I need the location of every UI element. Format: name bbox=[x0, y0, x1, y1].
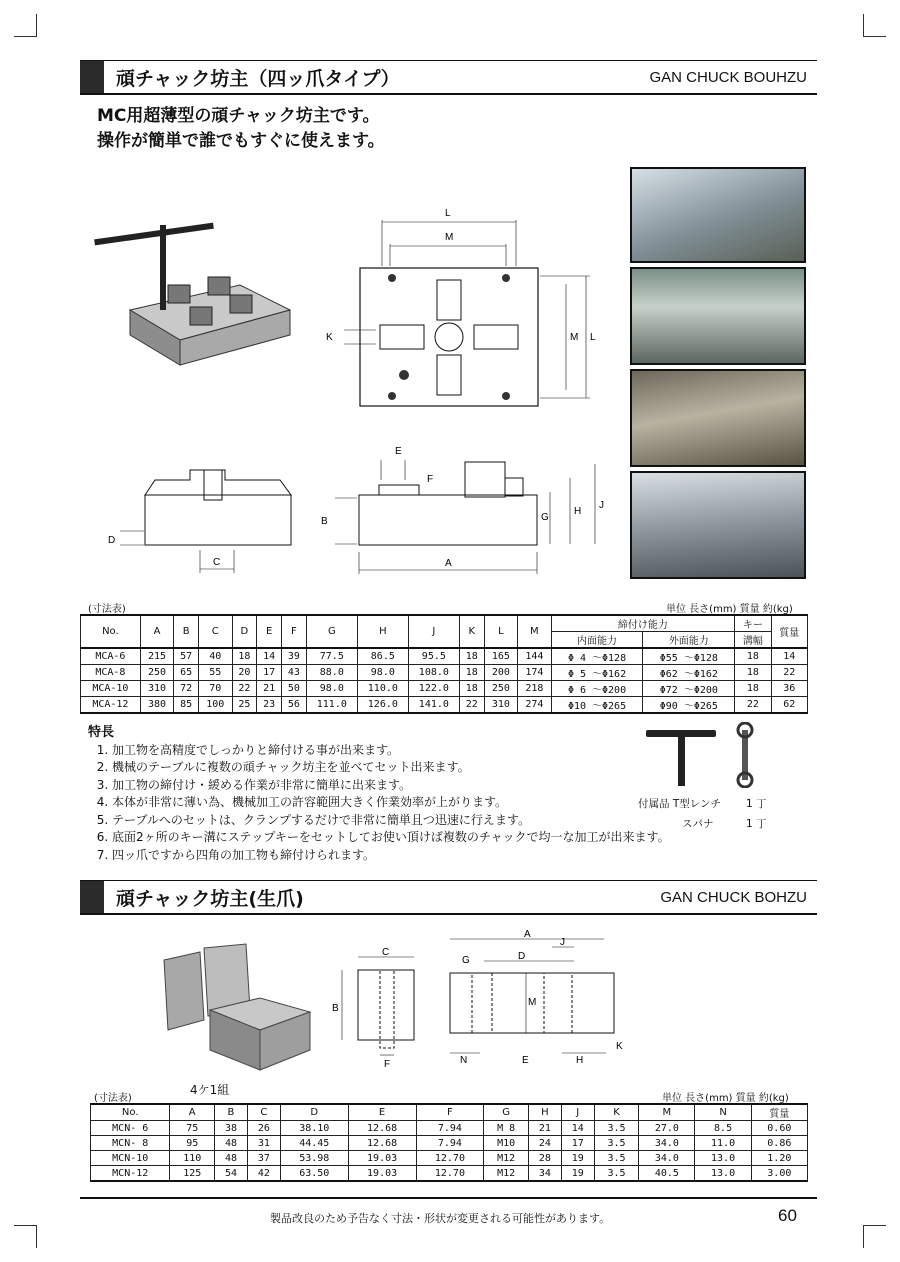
cell: 218 bbox=[518, 681, 552, 697]
cell: 18 bbox=[232, 648, 257, 665]
cell: 22 bbox=[232, 681, 257, 697]
cell: 39 bbox=[282, 648, 307, 665]
table2-caption-right: 単位 長さ(mm) 質量 約(kg) bbox=[662, 1093, 789, 1104]
cell: 36 bbox=[771, 681, 807, 697]
cell: MCN-10 bbox=[91, 1151, 170, 1166]
cell: 110 bbox=[170, 1151, 215, 1166]
footer-note: 製品改良のため予告なく寸法・形状が変更される可能性があります。 bbox=[270, 1212, 611, 1225]
th: G bbox=[484, 1104, 529, 1121]
cell: 274 bbox=[518, 697, 552, 714]
table-row bbox=[91, 1136, 808, 1151]
cell: M12 bbox=[484, 1151, 529, 1166]
usage-photo-4 bbox=[630, 471, 806, 579]
cell: 7.94 bbox=[416, 1136, 484, 1151]
cell: 1.20 bbox=[751, 1151, 807, 1166]
dim-label-F: F bbox=[384, 1059, 391, 1070]
dim-label-C: C bbox=[382, 947, 390, 958]
chuck-product-image bbox=[90, 215, 300, 375]
cell: 310 bbox=[484, 697, 518, 714]
spec-table-mca bbox=[80, 614, 808, 714]
cell: MCN- 8 bbox=[91, 1136, 170, 1151]
cell: 53.98 bbox=[280, 1151, 348, 1166]
th-col: D bbox=[232, 615, 257, 648]
cell: 65 bbox=[174, 665, 199, 681]
dim-label-B: B bbox=[332, 1003, 339, 1014]
dim-label-D: D bbox=[108, 535, 116, 546]
cell: 37 bbox=[247, 1151, 280, 1166]
cell: 95 bbox=[170, 1136, 215, 1151]
section-title-en: GAN CHUCK BOHZU bbox=[660, 888, 807, 906]
crop-mark-top-left bbox=[14, 14, 37, 37]
cell: 95.5 bbox=[408, 648, 459, 665]
cell: M10 bbox=[484, 1136, 529, 1151]
crop-mark-top-right bbox=[863, 14, 886, 37]
cell: Φ 5 〜Φ162 bbox=[551, 665, 643, 681]
header-bar bbox=[80, 61, 104, 93]
cell: 18 bbox=[735, 665, 771, 681]
cell: Φ 4 〜Φ128 bbox=[551, 648, 643, 665]
crop-mark-bottom-left bbox=[14, 1225, 37, 1248]
cell: 12.70 bbox=[416, 1151, 484, 1166]
dim-label-M: M bbox=[445, 232, 454, 243]
section-header-soft-jaw bbox=[80, 880, 817, 915]
soft-jaw-front-drawing bbox=[440, 925, 630, 1070]
cell: 98.0 bbox=[306, 681, 357, 697]
cell: 110.0 bbox=[357, 681, 408, 697]
soft-jaw-product-image bbox=[160, 940, 320, 1075]
spanner-icon bbox=[734, 722, 756, 788]
cell: 165 bbox=[484, 648, 518, 665]
dim-label-A: A bbox=[445, 558, 452, 569]
footer-rule bbox=[80, 1197, 817, 1199]
dim-label-F: F bbox=[427, 474, 434, 485]
cell: 63.50 bbox=[280, 1166, 348, 1182]
cell: 85 bbox=[174, 697, 199, 714]
dim-label-J: J bbox=[560, 937, 565, 948]
accessory-spanner-qty: 1 丁 bbox=[746, 818, 767, 830]
cell: 18 bbox=[735, 648, 771, 665]
top-view-drawing bbox=[320, 200, 620, 420]
th-col: J bbox=[408, 615, 459, 648]
cell: 200 bbox=[484, 665, 518, 681]
cell: 3.5 bbox=[594, 1151, 639, 1166]
t-wrench-icon bbox=[644, 726, 724, 790]
cell: 250 bbox=[140, 665, 174, 681]
cell: 34.0 bbox=[639, 1136, 695, 1151]
cell: 22 bbox=[771, 665, 807, 681]
dim-label-L-side: L bbox=[590, 332, 596, 343]
cell: MCA-8 bbox=[81, 665, 141, 681]
dim-label-C: C bbox=[213, 557, 221, 568]
cell: 144 bbox=[518, 648, 552, 665]
cell: 12.68 bbox=[348, 1136, 416, 1151]
th: D bbox=[280, 1104, 348, 1121]
dim-label-E: E bbox=[522, 1055, 529, 1066]
th-key: キー bbox=[735, 615, 771, 632]
cell: 8.5 bbox=[695, 1121, 751, 1136]
th-inner: 内面能力 bbox=[551, 632, 643, 649]
crop-mark-bottom-right bbox=[863, 1225, 886, 1248]
cell: M12 bbox=[484, 1166, 529, 1182]
cell: 3.5 bbox=[594, 1166, 639, 1182]
cell: 122.0 bbox=[408, 681, 459, 697]
cell: 310 bbox=[140, 681, 174, 697]
table-row bbox=[81, 697, 808, 714]
cell: 26 bbox=[247, 1121, 280, 1136]
cell: Φ72 〜Φ200 bbox=[643, 681, 735, 697]
cell: 108.0 bbox=[408, 665, 459, 681]
th: B bbox=[215, 1104, 248, 1121]
feature-item: 5. テーブルへのセットは、クランプするだけで非常に簡単且つ迅速に行えます。 bbox=[112, 812, 670, 830]
cell: MCA-12 bbox=[81, 697, 141, 714]
side-view-drawing bbox=[100, 455, 300, 585]
cell: 14 bbox=[561, 1121, 594, 1136]
cell: 12.68 bbox=[348, 1121, 416, 1136]
th: No. bbox=[91, 1104, 170, 1121]
cell: 38 bbox=[215, 1121, 248, 1136]
cell: 27.0 bbox=[639, 1121, 695, 1136]
cell: Φ62 〜Φ162 bbox=[643, 665, 735, 681]
cell: 88.0 bbox=[306, 665, 357, 681]
cell: 31 bbox=[247, 1136, 280, 1151]
cell: 215 bbox=[140, 648, 174, 665]
dim-label-N: N bbox=[460, 1055, 468, 1066]
cell: 7.94 bbox=[416, 1121, 484, 1136]
cell: 40 bbox=[199, 648, 233, 665]
th-col: F bbox=[282, 615, 307, 648]
dim-label-E: E bbox=[395, 446, 402, 457]
cell: 3.5 bbox=[594, 1136, 639, 1151]
dim-label-L: L bbox=[445, 208, 451, 219]
th-col: B bbox=[174, 615, 199, 648]
feature-item: 7. 四ッ爪ですから四角の加工物も締付けられます。 bbox=[112, 847, 670, 865]
cell: 11.0 bbox=[695, 1136, 751, 1151]
cell: 62 bbox=[771, 697, 807, 714]
features-list bbox=[88, 724, 670, 864]
th: M bbox=[639, 1104, 695, 1121]
dim-label-H: H bbox=[576, 1055, 584, 1066]
cell: 21 bbox=[528, 1121, 561, 1136]
set-label: 4ケ1組 bbox=[190, 1083, 230, 1097]
cell: 48 bbox=[215, 1151, 248, 1166]
cell: 18 bbox=[735, 681, 771, 697]
th: N bbox=[695, 1104, 751, 1121]
th: 質量 bbox=[751, 1104, 807, 1121]
cell: 22 bbox=[735, 697, 771, 714]
cell: 19.03 bbox=[348, 1166, 416, 1182]
cell: M 8 bbox=[484, 1121, 529, 1136]
feature-item: 3. 加工物の締付け・緩める作業が非常に簡単に出来ます。 bbox=[112, 777, 670, 795]
intro-text bbox=[97, 104, 385, 154]
cell: 125 bbox=[170, 1166, 215, 1182]
cell: 56 bbox=[282, 697, 307, 714]
cell: 25 bbox=[232, 697, 257, 714]
dim-label-M: M bbox=[528, 997, 537, 1008]
th: F bbox=[416, 1104, 484, 1121]
cell: 75 bbox=[170, 1121, 215, 1136]
table-row bbox=[91, 1151, 808, 1166]
soft-jaw-side-drawing bbox=[328, 945, 428, 1075]
cell: 98.0 bbox=[357, 665, 408, 681]
cell: 17 bbox=[257, 665, 282, 681]
cell: 57 bbox=[174, 648, 199, 665]
cell: 250 bbox=[484, 681, 518, 697]
cell: 48 bbox=[215, 1136, 248, 1151]
th: K bbox=[594, 1104, 639, 1121]
usage-photo-3 bbox=[630, 369, 806, 467]
th: C bbox=[247, 1104, 280, 1121]
cell: 28 bbox=[528, 1151, 561, 1166]
th-col: K bbox=[459, 615, 484, 648]
th-col: L bbox=[484, 615, 518, 648]
cell: 55 bbox=[199, 665, 233, 681]
section-title-en: GAN CHUCK BOUHZU bbox=[649, 68, 807, 86]
cell: 174 bbox=[518, 665, 552, 681]
cell: MCA-10 bbox=[81, 681, 141, 697]
cell: 20 bbox=[232, 665, 257, 681]
cell: 14 bbox=[771, 648, 807, 665]
cell: MCN- 6 bbox=[91, 1121, 170, 1136]
cell: 0.86 bbox=[751, 1136, 807, 1151]
feature-item: 4. 本体が非常に薄い為、機械加工の許容範囲大きく作業効率が上がります。 bbox=[112, 794, 670, 812]
cell: 42 bbox=[247, 1166, 280, 1182]
table-row bbox=[91, 1121, 808, 1136]
section-title: 頑チャック坊主（四ッ爪タイプ） bbox=[116, 67, 400, 90]
intro-line-2: 操作が簡単で誰でもすぐに使えます。 bbox=[97, 131, 385, 151]
cell: 13.0 bbox=[695, 1166, 751, 1182]
cell: 17 bbox=[561, 1136, 594, 1151]
cell: 19 bbox=[561, 1166, 594, 1182]
th: E bbox=[348, 1104, 416, 1121]
dim-label-M-side: M bbox=[570, 332, 579, 343]
front-view-drawing bbox=[315, 440, 625, 585]
cell: 100 bbox=[199, 697, 233, 714]
cell: 44.45 bbox=[280, 1136, 348, 1151]
th-col: H bbox=[357, 615, 408, 648]
cell: 18 bbox=[459, 681, 484, 697]
feature-item: 1. 加工物を高精度でしっかりと締付ける事が出来ます。 bbox=[112, 742, 670, 760]
th-col: E bbox=[257, 615, 282, 648]
dim-label-K: K bbox=[616, 1041, 623, 1052]
cell: 19 bbox=[561, 1151, 594, 1166]
cell: 38.10 bbox=[280, 1121, 348, 1136]
usage-photo-2 bbox=[630, 267, 806, 365]
th: A bbox=[170, 1104, 215, 1121]
dim-label-G: G bbox=[541, 512, 549, 523]
feature-item: 6. 底面2ヶ所のキー溝にステップキーをセットしてお使い頂けば複数のチャックで均一な加工が出来ます。 bbox=[112, 829, 670, 847]
cell: 18 bbox=[459, 665, 484, 681]
cell: 72 bbox=[174, 681, 199, 697]
cell: 141.0 bbox=[408, 697, 459, 714]
cell: MCA-6 bbox=[81, 648, 141, 665]
cell: 70 bbox=[199, 681, 233, 697]
cell: 43 bbox=[282, 665, 307, 681]
section-header-4-jaw bbox=[80, 60, 817, 95]
cell: 12.70 bbox=[416, 1166, 484, 1182]
dim-label-A: A bbox=[524, 929, 531, 940]
cell: 21 bbox=[257, 681, 282, 697]
header-bar bbox=[80, 881, 104, 913]
dim-label-H: H bbox=[574, 506, 582, 517]
cell: 77.5 bbox=[306, 648, 357, 665]
cell: Φ 6 〜Φ200 bbox=[551, 681, 643, 697]
features-title: 特長 bbox=[88, 725, 115, 740]
cell: 19.03 bbox=[348, 1151, 416, 1166]
cell: 0.60 bbox=[751, 1121, 807, 1136]
dim-label-D: D bbox=[518, 951, 526, 962]
table-row bbox=[91, 1166, 808, 1182]
cell: Φ10 〜Φ265 bbox=[551, 697, 643, 714]
cell: 18 bbox=[459, 648, 484, 665]
cell: 86.5 bbox=[357, 648, 408, 665]
cell: 40.5 bbox=[639, 1166, 695, 1182]
table-row bbox=[81, 648, 808, 665]
th-mass: 質量 bbox=[771, 615, 807, 648]
th-outer: 外面能力 bbox=[643, 632, 735, 649]
table2-caption-left: (寸法表) bbox=[94, 1093, 132, 1104]
usage-photo-1 bbox=[630, 167, 806, 263]
usage-photos bbox=[630, 167, 806, 583]
section-title: 頑チャック坊主(生爪) bbox=[116, 887, 304, 910]
th: J bbox=[561, 1104, 594, 1121]
page-number: 60 bbox=[778, 1206, 797, 1225]
th-col: C bbox=[199, 615, 233, 648]
th-col: G bbox=[306, 615, 357, 648]
accessory-wrench-label: 付属品 T型レンチ bbox=[638, 798, 721, 810]
cell: 23 bbox=[257, 697, 282, 714]
cell: 13.0 bbox=[695, 1151, 751, 1166]
cell: 34 bbox=[528, 1166, 561, 1182]
dim-label-G: G bbox=[462, 955, 470, 966]
cell: Φ55 〜Φ128 bbox=[643, 648, 735, 665]
cell: 14 bbox=[257, 648, 282, 665]
cell: 34.0 bbox=[639, 1151, 695, 1166]
cell: 126.0 bbox=[357, 697, 408, 714]
cell: MCN-12 bbox=[91, 1166, 170, 1182]
spec-table-mcn bbox=[90, 1103, 808, 1182]
cell: 54 bbox=[215, 1166, 248, 1182]
dim-label-K: K bbox=[326, 332, 333, 343]
cell: 3.00 bbox=[751, 1166, 807, 1182]
cell: 22 bbox=[459, 697, 484, 714]
cell: 24 bbox=[528, 1136, 561, 1151]
cell: 3.5 bbox=[594, 1121, 639, 1136]
th-keygroove: 溝幅 bbox=[735, 632, 771, 649]
th-clamp: 締付け能力 bbox=[551, 615, 735, 632]
intro-line-1: MC用超薄型の頑チャック坊主です。 bbox=[97, 106, 380, 126]
accessory-wrench-qty: 1 丁 bbox=[746, 798, 767, 810]
table-row bbox=[81, 681, 808, 697]
table1-caption-left: (寸法表) bbox=[88, 604, 126, 615]
cell: 111.0 bbox=[306, 697, 357, 714]
cell: 380 bbox=[140, 697, 174, 714]
dim-label-J: J bbox=[599, 500, 604, 511]
th-col: M bbox=[518, 615, 552, 648]
th-no: No. bbox=[81, 615, 141, 648]
accessory-spanner-label: スパナ bbox=[682, 818, 714, 830]
table-row bbox=[81, 665, 808, 681]
table1-caption-right: 単位 長さ(mm) 質量 約(kg) bbox=[666, 604, 793, 615]
cell: 50 bbox=[282, 681, 307, 697]
th: H bbox=[528, 1104, 561, 1121]
feature-item: 2. 機械のテーブルに複数の頑チャック坊主を並べてセット出来ます。 bbox=[112, 759, 670, 777]
cell: Φ90 〜Φ265 bbox=[643, 697, 735, 714]
th-col: A bbox=[140, 615, 174, 648]
dim-label-B: B bbox=[321, 516, 328, 527]
